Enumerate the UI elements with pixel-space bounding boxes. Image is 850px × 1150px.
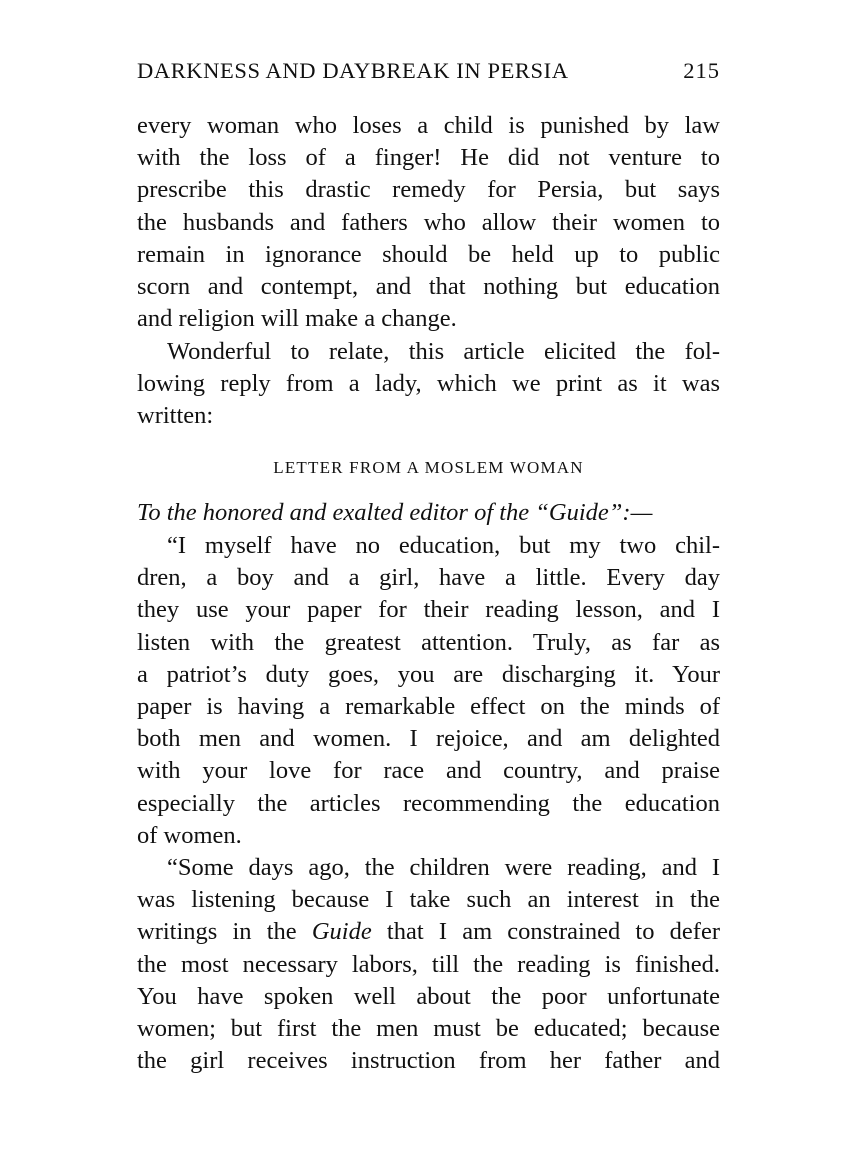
text-line: the girl receives instruction from her father and xyxy=(137,1047,720,1075)
text-line: remain in ignorance should be held up to public xyxy=(137,240,720,268)
text-line: “Some days ago, the children were reading, and I xyxy=(167,854,720,881)
running-head xyxy=(137,58,720,92)
text-line: written: xyxy=(137,402,214,430)
text-line: the most necessary labors, till the reading is finished. xyxy=(137,950,720,978)
italic-newspaper-title: Guide xyxy=(311,918,372,946)
text-line: women; but first the men must be educated; because xyxy=(137,1015,720,1043)
text-line: of women. xyxy=(137,821,242,849)
page-number: 215 xyxy=(683,58,720,83)
text-line: they use your paper for their reading lesson, and I xyxy=(137,596,720,624)
text-line: “I myself have no education, but my two chil- xyxy=(167,532,720,559)
text-line: Wonderful to relate, this article elicited the fol- xyxy=(167,338,720,365)
paragraph-letter-2 xyxy=(137,852,720,1077)
text-fragment: that I am constrained to defer xyxy=(371,918,720,946)
text-line: dren, a boy and a girl, have a little. Every day xyxy=(137,564,720,592)
text-line: was listening because I take such an interest in the xyxy=(137,886,720,914)
text-line: especially the articles recommending the education xyxy=(137,789,720,817)
letter-salutation xyxy=(137,497,720,529)
section-heading: LETTER FROM A MOSLEM WOMAN xyxy=(273,458,584,477)
text-line: every woman who loses a child is punished by law xyxy=(137,112,720,139)
running-title: DARKNESS AND DAYBREAK IN PERSIA xyxy=(137,58,569,83)
text-line: the husbands and fathers who allow their women to xyxy=(137,208,720,236)
text-line xyxy=(137,916,720,948)
paragraph-continued xyxy=(137,110,720,335)
text-line: and religion will make a change. xyxy=(137,305,457,333)
text-line: with your love for race and country, and praise xyxy=(137,757,720,785)
text-line: You have spoken well about the poor unfortunate xyxy=(137,982,720,1010)
text-line: a patriot’s duty goes, you are discharging it. Your xyxy=(137,660,720,688)
text-line: listen with the greatest attention. Truly, as far as xyxy=(137,628,720,656)
text-line: with the loss of a finger! He did not venture to xyxy=(137,144,720,172)
paragraph-letter-1 xyxy=(137,530,720,852)
text-line: lowing reply from a lady, which we print as it was xyxy=(137,370,720,398)
text-line: paper is having a remarkable effect on the minds of xyxy=(137,693,720,721)
salutation-line: To the honored and exalted editor of the “Guide”:— xyxy=(137,499,653,526)
paragraph-wonderful xyxy=(137,336,720,433)
text-line: prescribe this drastic remedy for Persia, but says xyxy=(137,176,720,204)
text-line: scorn and contempt, and that nothing but education xyxy=(137,273,720,301)
text-fragment: writings in the xyxy=(137,918,312,946)
text-line: both men and women. I rejoice, and am delighted xyxy=(137,725,720,753)
